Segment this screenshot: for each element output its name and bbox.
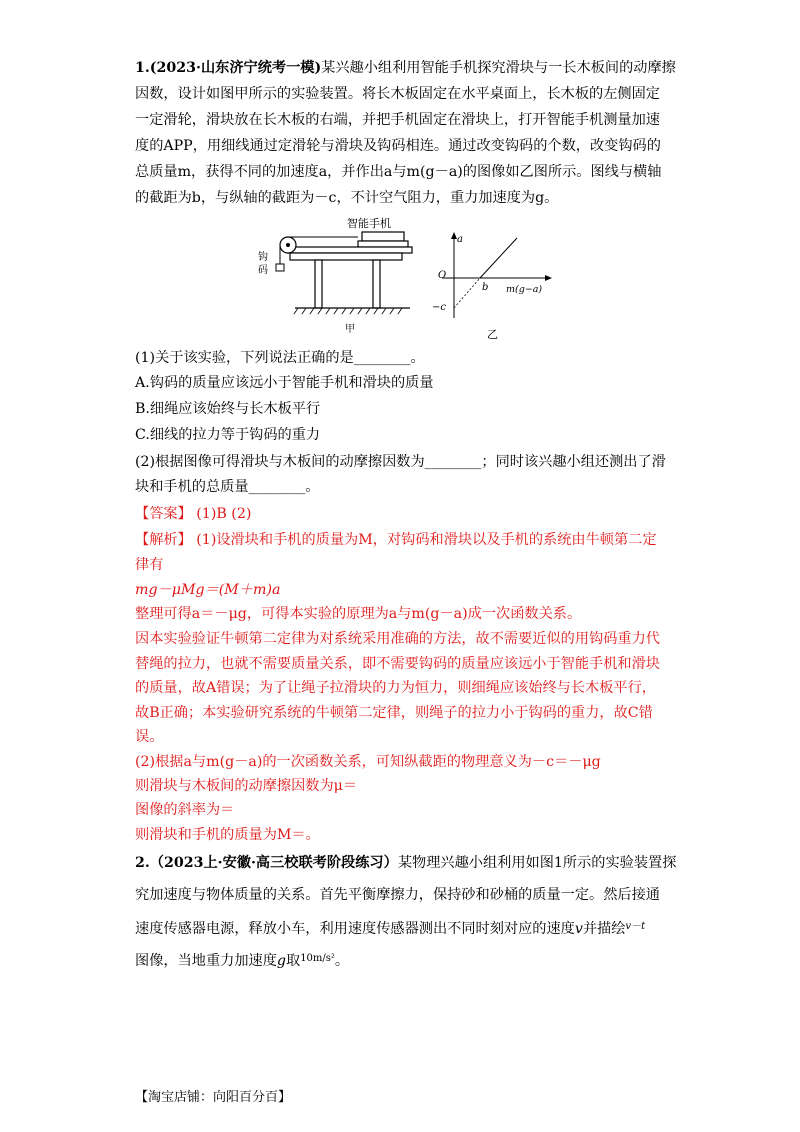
q1-sub2-line-2: 块和手机的总质量________。 [135, 479, 320, 495]
q2-line-1-text: 某物理兴趣小组利用如图1所示的实验装置探 [397, 855, 677, 871]
q1-stem-line-5: 总质量m，获得不同的加速度a，并作出a与m(g－a)的图像如乙图所示。图线与横轴 [135, 164, 662, 180]
fig-weight-label-1: 钩 [258, 252, 268, 263]
analysis-line-1: 【解析】 (1)设滑块和手机的质量为M，对钩码和滑块以及手机的系统由牛顿第二定 [135, 532, 657, 548]
q1-stem-line-1 [135, 58, 676, 78]
q2-line-1 [135, 853, 676, 873]
q2-g-symbol: g [276, 953, 286, 969]
q2-source: 2.（2023上·安徽·高三校联考阶段练习） [135, 855, 398, 871]
analysis-line-7: 的质量，故A错误；为了让绳子拉滑块的力为恒力，则细绳应该始终与长木板平行， [135, 680, 656, 696]
graph-x-label: m(g−a) [506, 284, 543, 295]
analysis-line-8: 故B正确；本实验研究系统的牛顿第二定律，则绳子的拉力小于钩码的重力，故C错 [135, 705, 653, 721]
q2-v-symbol: v [574, 921, 583, 937]
analysis-line-10: (2)根据a与m(g－a)的一次函数关系，可知纵截距的物理意义为－c＝－μg [135, 754, 601, 770]
analysis-line-4: 整理可得a＝－μg，可得本实验的原理为a与m(g－a)成一次函数关系。 [135, 606, 582, 622]
graph-c-label: −c [432, 302, 446, 313]
q1-option-a: A.钩码的质量应该远小于智能手机和滑块的质量 [135, 375, 434, 391]
fig-weight-label-2: 码 [258, 265, 268, 276]
analysis-line-9: 误。 [135, 729, 164, 745]
q2-g-value: 10m/s² [300, 953, 335, 964]
q1-sub2-line-1: (2)根据图像可得滑块与木板间的动摩擦因数为________；同时该兴趣小组还测出了滑 [135, 454, 666, 470]
q1-stem-line-3: 一定滑轮，滑块放在长木板的右端，并把手机固定在滑块上，打开智能手机测量加速 [135, 112, 660, 128]
graph-y-label: a [457, 234, 463, 245]
q1-answer: 【答案】 (1)B (2) [135, 506, 252, 522]
q2-line-4-b: 取 [285, 953, 301, 969]
fig-phone-label: 智能手机 [347, 217, 391, 230]
analysis-line-13: 则滑块和手机的质量为M＝。 [135, 827, 320, 843]
q1-sub1: (1)关于该实验，下列说法正确的是________。 [135, 350, 425, 366]
analysis-line-6: 替绳的拉力，也就不需要质量关系，即不需要钩码的质量应该远小于智能手机和滑块 [135, 656, 660, 672]
q1-stem-line-6: 的截距为b，与纵轴的截距为－c，不计空气阻力，重力加速度为g。 [135, 190, 559, 206]
graph-b-label: b [482, 282, 489, 293]
q2-line-2: 究加速度与物体质量的关系。首先平衡摩擦力，保持砂和砂桶的质量一定。然后接通 [135, 887, 660, 903]
q1-stem-line-2: 因数，设计如图甲所示的实验装置。将长木板固定在水平桌面上，长木板的左侧固定 [135, 86, 660, 102]
q1-option-b: B.细绳应该始终与长木板平行 [135, 401, 321, 417]
fig-apparatus-caption: 甲 [345, 324, 355, 335]
q2-line-3-b: 并描绘 [582, 921, 626, 937]
analysis-line-11: 则滑块与木板间的动摩擦因数为μ＝ [135, 778, 358, 794]
q1-option-c: C.细线的拉力等于钩码的重力 [135, 427, 321, 443]
q2-line-4 [135, 949, 349, 971]
q2-line-3 [135, 917, 645, 939]
q2-vt-symbol: v－t [625, 921, 646, 932]
analysis-line-5: 因本实验验证牛顿第二定律为对系统采用准确的方法，故不需要近似的用钩码重力代 [135, 631, 660, 647]
figure-graph [432, 228, 552, 343]
analysis-equation: mg－μMg＝(M＋m)a [135, 582, 281, 598]
q1-source: 1.(2023·山东济宁统考一模) [135, 60, 322, 76]
analysis-line-2: 律有 [135, 557, 164, 573]
figure-apparatus [250, 212, 425, 340]
analysis-line-12: 图像的斜率为＝ [135, 802, 235, 818]
q2-line-4-c: 。 [334, 953, 350, 969]
q2-line-4-a: 图像，当地重力加速度 [135, 953, 277, 969]
graph-caption: 乙 [487, 328, 498, 341]
graph-origin-label: O [438, 270, 447, 281]
q2-line-3-a: 速度传感器电源，释放小车，利用速度传感器测出不同时刻对应的速度 [135, 921, 575, 937]
footer-shop: 【淘宝店铺：向阳百分百】 [135, 1090, 292, 1105]
q1-stem-text: 某兴趣小组利用智能手机探究滑块与一长木板间的动摩擦 [321, 60, 676, 76]
q1-stem-line-4: 度的APP，用细线通过定滑轮与滑块及钩码相连。通过改变钩码的个数，改变钩码的 [135, 138, 661, 154]
